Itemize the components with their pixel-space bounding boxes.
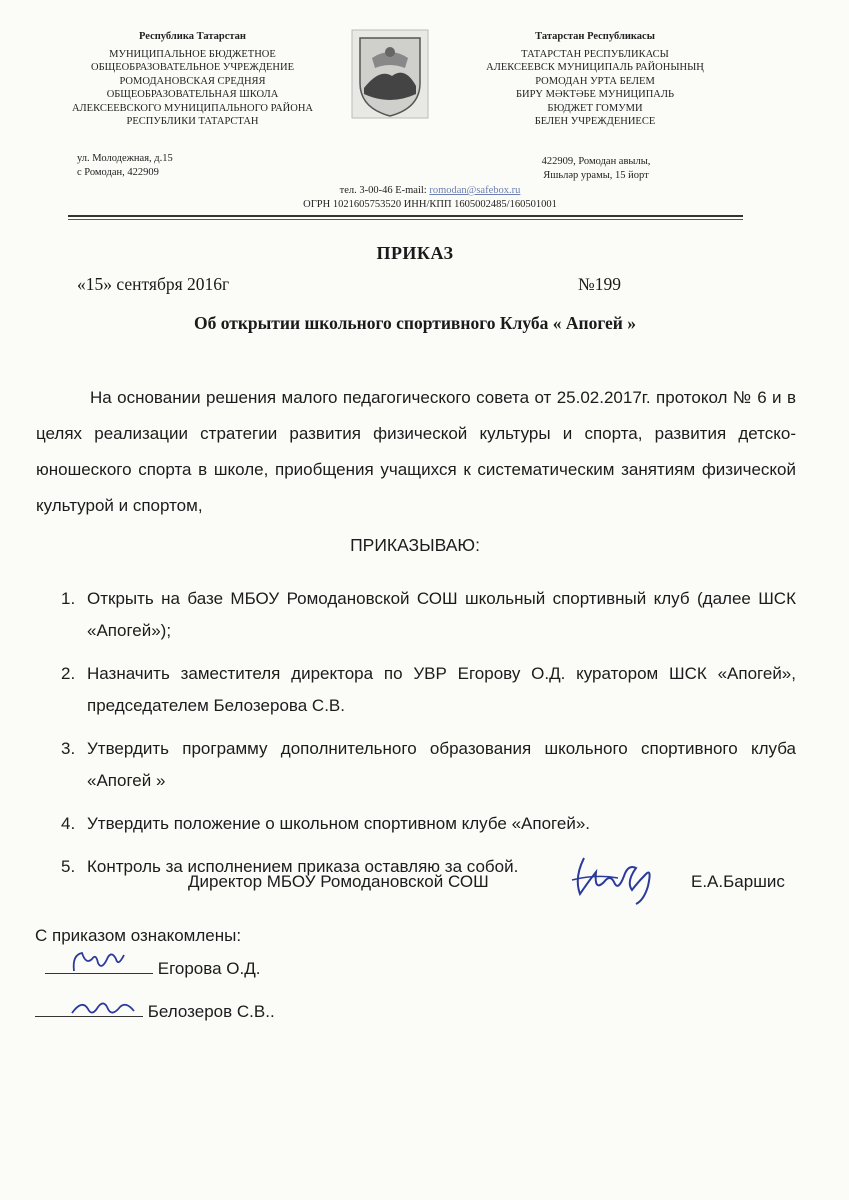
header-right-line: БИРҮ МӘКТӘБЕ МУНИЦИПАЛЬ xyxy=(515,89,675,100)
order-items-list xyxy=(40,583,796,894)
item-text: Назначить заместителя директора по УВР Егорову О.Д. куратором ШСК «Апогей», председателем Белозерова С.В. xyxy=(87,664,796,715)
header-right-line: ТАТАРСТАН РЕСПУБЛИКАСЫ xyxy=(521,48,669,60)
director-signature xyxy=(566,852,666,908)
signatory-signature xyxy=(68,945,128,979)
header-left-line: РЕСПУБЛИКИ ТАТАРСТАН xyxy=(126,116,259,127)
header-right-title: Татарстан Республикасы xyxy=(535,31,655,42)
header-right-line: РОМОДАН УРТА БЕЛЕМ xyxy=(535,75,655,87)
contact-block xyxy=(200,184,660,212)
header-left-line: ОБЩЕОБРАЗОВАТЕЛЬНОЕ УЧРЕЖДЕНИЕ xyxy=(90,62,294,73)
item-number: 3. xyxy=(61,739,76,758)
item-text: Контроль за исполнением приказа оставляю за собой. xyxy=(87,857,519,876)
item-number: 1. xyxy=(61,589,76,608)
item-text: Утвердить программу дополнительного образования школьного спортивного клуба «Апогей » xyxy=(87,739,796,790)
email-link[interactable]: romodan@safebox.ru xyxy=(429,185,521,196)
header-left-line: РОМОДАНОВСКАЯ СРЕДНЯЯ xyxy=(119,75,266,87)
signatory-name: Белозеров С.В.. xyxy=(147,1002,275,1021)
header-right-block xyxy=(470,30,720,129)
header-left-line: МУНИЦИПАЛЬНОЕ БЮДЖЕТНОЕ xyxy=(109,48,276,60)
director-name: Е.А.Баршис xyxy=(691,872,785,891)
signatory-signature xyxy=(68,995,138,1023)
preamble-paragraph: На основании решения малого педагогического совета от 25.02.2017г. протокол № 6 и в целях реализации стратегии развития физической культуры и спорта, развития детско-юношеского спорта в школе, приобщения учащихся к систематическим занятиям физической культурой и спортом, xyxy=(36,388,796,515)
list-item xyxy=(40,808,796,840)
order-word: ПРИКАЗЫВАЮ: xyxy=(350,535,480,555)
header-left-title: Республика Татарстан xyxy=(139,31,246,42)
address-left-line: ул. Молодежная, д.15 xyxy=(77,153,173,164)
document-subject: Об открытии школьного спортивного Клуба « Апогей » xyxy=(193,313,637,333)
header-divider-thin xyxy=(68,219,743,220)
header-right-line: БЮДЖЕТ ГОМУМИ xyxy=(547,102,643,114)
address-right-line: 422909, Ромодан авылы, xyxy=(541,156,651,167)
coat-of-arms-emblem xyxy=(350,28,430,120)
registration-numbers: ОГРН 1021605753520 ИНН/КПП 1605002485/160501001 xyxy=(303,199,557,210)
address-right-line: Яшьләр урамы, 15 йорт xyxy=(543,169,649,181)
director-title: Директор МБОУ Ромодановской СОШ xyxy=(188,872,489,891)
address-left-line: с Ромодан, 422909 xyxy=(77,166,159,178)
item-number: 2. xyxy=(61,664,76,683)
document-number: №199 xyxy=(578,274,621,294)
signatory-name: Егорова О.Д. xyxy=(157,959,261,978)
list-item xyxy=(40,658,796,722)
header-right-line: АЛЕКСЕЕВСК МУНИЦИПАЛЬ РАЙОНЫНЫҢ xyxy=(486,62,704,73)
list-item xyxy=(40,733,796,797)
item-number: 4. xyxy=(61,814,76,833)
document-date: «15» сентября 2016г xyxy=(77,274,230,294)
header-left-line: ОБЩЕОБРАЗОВАТЕЛЬНАЯ ШКОЛА xyxy=(106,89,279,100)
address-left xyxy=(77,152,173,179)
address-right xyxy=(521,155,671,182)
acknowledgment-label: С приказом ознакомлены: xyxy=(35,926,242,945)
header-divider xyxy=(68,215,743,217)
phone-text: тел. 3-00-46 E-mail: xyxy=(339,185,427,196)
header-left-block xyxy=(55,30,330,129)
header-left-line: АЛЕКСЕЕВСКОГО МУНИЦИПАЛЬНОГО РАЙОНА xyxy=(71,102,314,114)
header-right-line: БЕЛЕН УЧРЕЖДЕНИЕСЕ xyxy=(534,116,656,127)
list-item xyxy=(40,583,796,647)
item-number: 5. xyxy=(61,857,76,876)
item-text: Утвердить положение о школьном спортивном клубе «Апогей». xyxy=(87,814,591,833)
document-title: ПРИКАЗ xyxy=(376,243,454,263)
item-text: Открыть на базе МБОУ Ромодановской СОШ школьный спортивный клуб (далее ШСК «Апогей»); xyxy=(87,589,796,640)
